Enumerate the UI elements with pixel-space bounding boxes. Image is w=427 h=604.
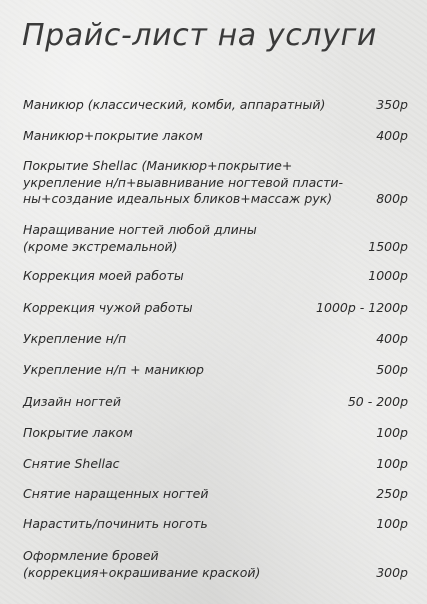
price-item-polish	[23, 425, 408, 442]
item-name-line: Снятие Shellac	[23, 456, 120, 471]
item-name	[23, 486, 321, 503]
item-name	[23, 362, 321, 379]
item-price: 1000р	[368, 268, 408, 283]
item-name	[23, 516, 321, 533]
item-name	[23, 548, 321, 581]
price-item-shellac	[23, 158, 408, 208]
item-name-line: Укрепление н/п + маникюр	[23, 362, 204, 377]
item-name-line: (коррекция+окрашивание краской)	[23, 564, 261, 580]
item-name	[23, 394, 321, 411]
price-item-brows	[23, 548, 408, 581]
item-name-line: Покрытие Shellac (Маникюр+покрытие+	[23, 158, 293, 173]
item-name-line: Коррекция моей работы	[23, 268, 184, 283]
item-name	[23, 128, 321, 145]
item-name	[23, 222, 321, 255]
price-item-strengthening	[23, 331, 408, 348]
item-price: 500р	[376, 362, 408, 377]
item-name-line: Маникюр+покрытие лаком	[23, 128, 203, 143]
item-price: 800р	[376, 191, 408, 206]
item-name-line: Снятие наращенных ногтей	[23, 486, 209, 501]
item-name-line: Укрепление н/п	[23, 331, 127, 346]
item-name-line: Дизайн ногтей	[23, 394, 121, 409]
price-item-correction-other	[23, 300, 408, 317]
item-name	[23, 300, 321, 317]
item-price: 250р	[376, 486, 408, 501]
price-item-manicure-polish	[23, 128, 408, 145]
item-name	[23, 425, 321, 442]
item-name-line: Наращивание ногтей любой длины	[23, 222, 257, 237]
item-name-line: ны+создание идеальных бликов+массаж рук)	[23, 191, 333, 206]
item-price: 100р	[376, 456, 408, 471]
item-name	[23, 158, 344, 208]
item-name-line: Покрытие лаком	[23, 425, 133, 440]
item-name-line: Оформление бровей	[23, 548, 159, 563]
price-item-extensions	[23, 222, 408, 255]
item-price: 400р	[376, 331, 408, 346]
item-price: 350р	[376, 97, 408, 112]
item-name-line: укрепление н/п+выавнивание ногтевой пласти-	[23, 174, 344, 190]
item-name	[23, 456, 321, 473]
price-item-nail-design	[23, 394, 408, 411]
price-item-extension-removal	[23, 486, 408, 503]
page-title: Прайс-лист на услуги	[22, 18, 377, 53]
item-name-line: Нарастить/починить ноготь	[23, 516, 208, 531]
item-price: 400р	[376, 128, 408, 143]
item-price: 100р	[376, 425, 408, 440]
price-item-strengthening-manicure	[23, 362, 408, 379]
price-item-shellac-removal	[23, 456, 408, 473]
item-price: 300р	[376, 564, 408, 580]
item-name-line: (кроме экстремальной)	[23, 238, 178, 254]
item-name-line: Коррекция чужой работы	[23, 300, 193, 315]
item-name	[23, 331, 321, 348]
price-item-manicure	[23, 97, 408, 114]
price-item-nail-repair	[23, 516, 408, 533]
item-price: 1000р - 1200р	[316, 300, 408, 315]
item-name	[23, 268, 321, 285]
item-name-line: Маникюр (классический, комби, аппаратный)	[23, 97, 326, 112]
item-price: 1500р	[368, 238, 408, 254]
item-name	[23, 97, 326, 114]
price-item-correction-own	[23, 268, 408, 285]
item-price: 100р	[376, 516, 408, 531]
item-price: 50 - 200р	[347, 394, 408, 409]
